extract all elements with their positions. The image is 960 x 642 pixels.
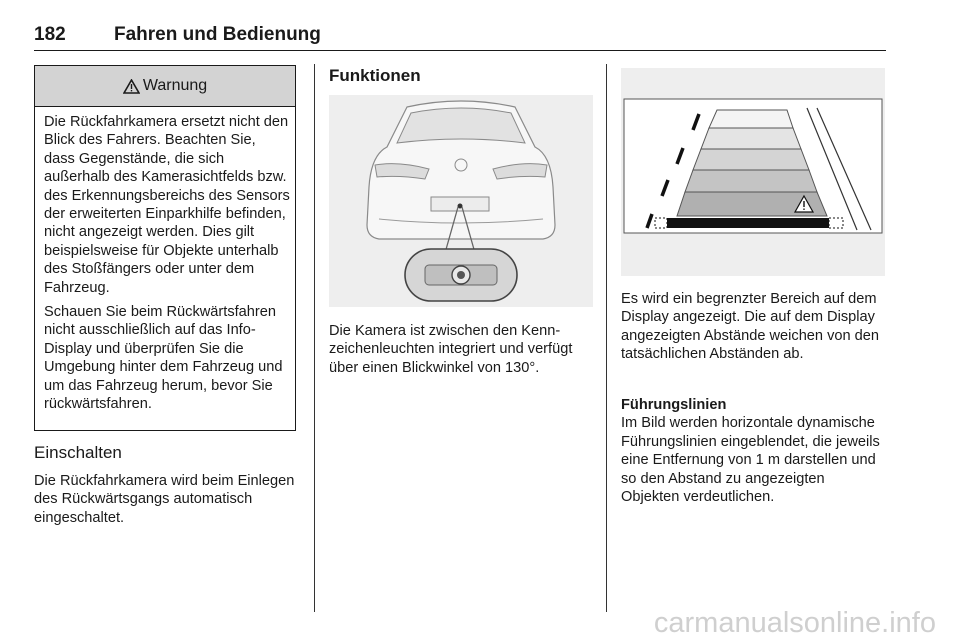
chapter-title: Fahren und Bedienung xyxy=(114,24,321,45)
subheading-fuehrungslinien: Führungslinien xyxy=(621,397,727,413)
warning-triangle-icon xyxy=(123,79,140,94)
watermark: carmanualsonline.info xyxy=(653,607,936,639)
body-paragraph: Die Rückfahrkamera wird beim Einlegen des Rückwärtsgangs automatisch eingeschaltet. xyxy=(34,473,295,526)
einschalten-text xyxy=(34,472,302,527)
warning-body xyxy=(35,107,295,414)
column-divider xyxy=(314,64,315,612)
body-paragraph: Die Kamera ist zwischen den Kennzeichenleuchten integriert und verfügt über einen Blickwinkel von 130°. xyxy=(329,323,573,376)
parking-guidelines-figure xyxy=(621,68,885,276)
warning-title: Warnung xyxy=(142,77,208,94)
warning-paragraph: Die Rückfahrkamera ersetzt nicht den Blick des Fahrers. Beachten Sie, dass Gegenstände, die sich außerhalb des Kamerasichtfelds bzw. des Erkennungsbereichs des Sensors der erweiterten Einparkhilfe befinden, nicht angezeigt werden. Dies gilt beispielsweise für Objekte unterhalb des Stoßfängers oder unter dem Fahrzeug. xyxy=(44,114,290,296)
body-paragraph: Im Bild werden horizontale dynamische Führungslinien eingeblendet, die jeweils eine Entfernung von 1 m darstellen und so den Abstand zu angezeigten Objekten verdeutlichen. xyxy=(621,415,880,506)
rear-camera-illustration xyxy=(329,95,593,307)
page-number: 182 xyxy=(34,24,66,45)
warning-box xyxy=(34,65,296,431)
display-text xyxy=(621,290,887,364)
funktionen-text xyxy=(329,322,593,377)
warning-paragraph: Schauen Sie beim Rückwärtsfahren nicht ausschließlich auf das Info-Display und überprüfen Sie die Umgebung hinter dem Fahrzeug und um das Fahrzeug herum, bevor Sie rückwärtsfahren. xyxy=(44,304,283,413)
page-header xyxy=(34,24,886,51)
fuehrungslinien-section xyxy=(621,396,887,506)
guidelines-display-illustration xyxy=(621,68,885,276)
warning-header xyxy=(35,66,295,107)
section-heading-einschalten: Einschalten xyxy=(34,443,122,462)
section-heading-funktionen: Funktionen xyxy=(329,66,421,85)
body-paragraph: Es wird ein begrenzter Bereich auf dem Display angezeigt. Die auf dem Display angezeigten Abstände weichen von den tatsächlichen Abständen ab. xyxy=(621,291,880,363)
column-divider xyxy=(606,64,607,612)
car-rear-figure xyxy=(329,95,593,307)
